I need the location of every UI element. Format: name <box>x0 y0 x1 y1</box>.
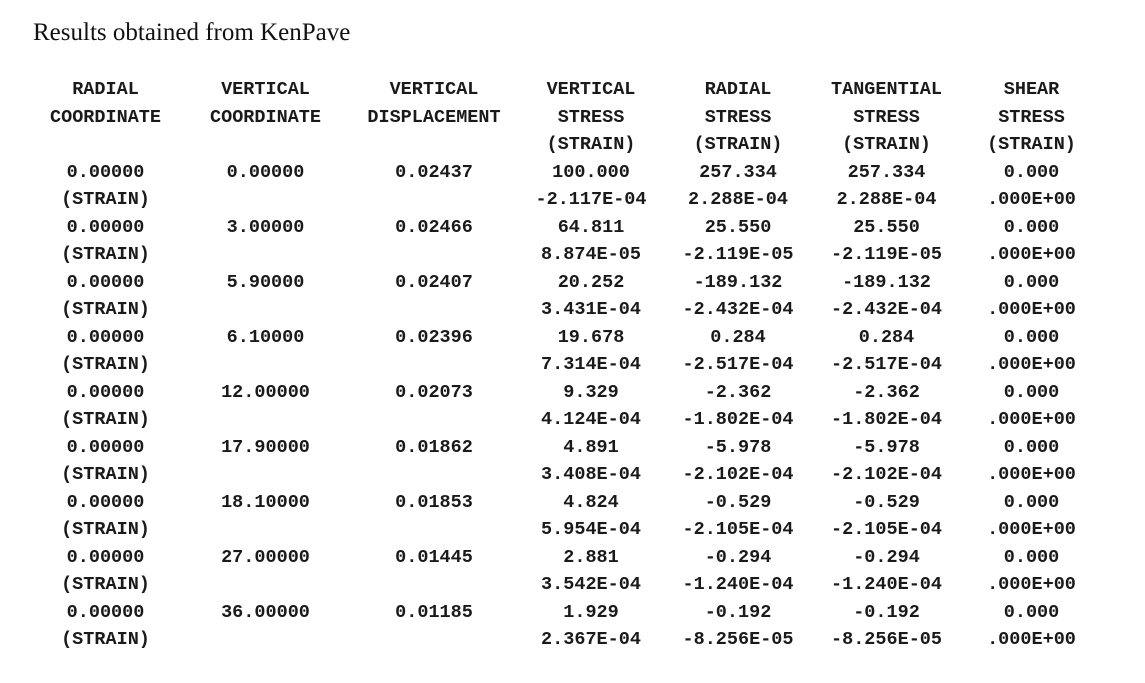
radial-strain-cell: -2.119E-05 <box>682 244 794 265</box>
tangential-stress-cell: -189.132 <box>842 271 931 293</box>
table-row <box>28 324 1104 352</box>
shear-stress-cell: 0.000 <box>1003 271 1060 293</box>
vertical-strain-cell: 3.408E-04 <box>541 464 641 485</box>
vertical-displacement-cell: 0.01862 <box>395 436 473 458</box>
table-row <box>28 434 1104 462</box>
table-row <box>28 214 1104 242</box>
empty-cell <box>183 516 348 544</box>
shear-strain-cell: .000E+00 <box>987 409 1076 430</box>
tangential-strain-cell: 2.288E-04 <box>836 189 937 210</box>
shear-stress-cell: 0.000 <box>1003 381 1060 403</box>
strain-label-cell: (STRAIN) <box>61 299 150 320</box>
tangential-strain-cell: -1.240E-04 <box>830 574 943 595</box>
vertical-stress-cell: 9.329 <box>563 381 619 403</box>
table-row <box>28 544 1104 572</box>
column-header-radial-coordinate <box>28 131 183 159</box>
vertical-displacement-cell: 0.01185 <box>395 601 473 623</box>
strain-row <box>28 241 1104 269</box>
vertical-strain-cell: 7.314E-04 <box>541 354 641 375</box>
column-header-vertical-stress: VERTICAL <box>546 79 636 100</box>
vertical-displacement-cell: 0.02073 <box>395 381 473 403</box>
column-header-radial-stress: STRESS <box>704 106 772 128</box>
column-header-tangential-stress: TANGENTIAL <box>830 79 943 100</box>
strain-row <box>28 406 1104 434</box>
empty-cell <box>183 351 348 379</box>
strain-label-cell: (STRAIN) <box>61 189 150 210</box>
header-row <box>28 104 1104 132</box>
tangential-stress-cell: 0.284 <box>858 326 915 348</box>
vertical-strain-cell: 8.874E-05 <box>541 244 641 265</box>
radial-strain-cell: -1.240E-04 <box>682 574 794 595</box>
tangential-stress-cell: -0.529 <box>853 491 920 513</box>
page-title: Results obtained from KenPave <box>33 19 351 46</box>
header-row <box>28 131 1104 159</box>
column-header-shear-stress: STRESS <box>998 106 1065 128</box>
column-header-radial-coordinate: COORDINATE <box>49 106 162 128</box>
empty-cell <box>183 296 348 324</box>
vertical-strain-cell: 3.542E-04 <box>541 574 641 595</box>
tangential-stress-cell: 25.550 <box>853 216 920 238</box>
strain-row <box>28 186 1104 214</box>
vertical-displacement-cell: 0.01445 <box>395 546 473 568</box>
vertical-coordinate-cell: 3.00000 <box>226 216 305 238</box>
radial-coordinate-cell: 0.00000 <box>66 271 145 293</box>
empty-cell <box>183 626 348 654</box>
shear-strain-cell: .000E+00 <box>987 189 1076 210</box>
strain-label-cell: (STRAIN) <box>61 244 150 265</box>
radial-coordinate-cell: 0.00000 <box>66 601 145 623</box>
vertical-strain-cell: 3.431E-04 <box>541 299 641 320</box>
vertical-coordinate-cell: 6.10000 <box>226 326 305 348</box>
vertical-coordinate-cell: 5.90000 <box>226 271 305 293</box>
tangential-strain-cell: -8.256E-05 <box>830 629 943 650</box>
vertical-coordinate-cell: 27.00000 <box>221 546 310 568</box>
radial-coordinate-cell: 0.00000 <box>66 491 145 513</box>
column-header-vertical-coordinate <box>183 131 348 159</box>
radial-stress-cell: -0.294 <box>704 546 772 568</box>
vertical-stress-cell: 100.000 <box>552 161 630 183</box>
tangential-stress-cell: -2.362 <box>853 381 920 403</box>
tangential-strain-cell: -2.119E-05 <box>830 244 943 265</box>
tangential-strain-cell: -2.105E-04 <box>830 519 943 540</box>
strain-row <box>28 516 1104 544</box>
table-row <box>28 489 1104 517</box>
vertical-stress-cell: 19.678 <box>557 326 625 348</box>
strain-row <box>28 626 1104 654</box>
radial-stress-cell: -189.132 <box>693 271 783 293</box>
empty-cell <box>183 241 348 269</box>
tangential-stress-cell: -5.978 <box>853 436 920 458</box>
vertical-stress-cell: 2.881 <box>563 546 619 568</box>
vertical-displacement-cell: 0.01853 <box>395 491 473 513</box>
column-header-vertical-displacement: VERTICAL <box>389 79 479 100</box>
radial-coordinate-cell: 0.00000 <box>66 381 145 403</box>
table-row <box>28 159 1104 187</box>
empty-cell <box>348 571 520 599</box>
tangential-strain-cell: -1.802E-04 <box>830 409 943 430</box>
radial-strain-cell: -2.517E-04 <box>682 354 794 375</box>
strain-label-cell: (STRAIN) <box>61 519 150 540</box>
empty-cell <box>183 571 348 599</box>
radial-coordinate-cell: 0.00000 <box>66 436 145 458</box>
radial-stress-cell: 25.550 <box>704 216 772 238</box>
table-row <box>28 599 1104 627</box>
radial-strain-cell: -8.256E-05 <box>682 629 794 650</box>
empty-cell <box>348 186 520 214</box>
vertical-strain-cell: 5.954E-04 <box>541 519 641 540</box>
radial-stress-cell: -0.192 <box>704 601 772 623</box>
shear-stress-cell: 0.000 <box>1003 546 1060 568</box>
tangential-strain-cell: -2.517E-04 <box>830 354 943 375</box>
table-body <box>28 159 1104 654</box>
radial-stress-cell: 257.334 <box>699 161 777 183</box>
empty-cell <box>348 241 520 269</box>
shear-stress-cell: 0.000 <box>1003 326 1060 348</box>
strain-label-cell: (STRAIN) <box>61 574 150 595</box>
strain-row <box>28 571 1104 599</box>
radial-stress-cell: -2.362 <box>704 381 772 403</box>
table-header <box>28 76 1104 159</box>
header-row <box>28 76 1104 104</box>
vertical-displacement-cell: 0.02396 <box>395 326 473 348</box>
vertical-stress-cell: 20.252 <box>557 271 625 293</box>
tangential-strain-cell: -2.432E-04 <box>830 299 943 320</box>
column-header-tangential-stress: (STRAIN) <box>842 134 931 155</box>
vertical-coordinate-cell: 36.00000 <box>221 601 310 623</box>
column-header-shear-stress: (STRAIN) <box>987 134 1076 155</box>
column-header-radial-coordinate: RADIAL <box>72 79 139 100</box>
radial-strain-cell: -2.102E-04 <box>682 464 794 485</box>
column-header-radial-stress: (STRAIN) <box>693 134 783 155</box>
tangential-stress-cell: -0.192 <box>853 601 920 623</box>
shear-strain-cell: .000E+00 <box>987 299 1076 320</box>
shear-strain-cell: .000E+00 <box>987 574 1076 595</box>
radial-coordinate-cell: 0.00000 <box>66 326 145 348</box>
vertical-stress-cell: 1.929 <box>563 601 619 623</box>
shear-strain-cell: .000E+00 <box>987 629 1076 650</box>
column-header-vertical-coordinate: COORDINATE <box>209 106 322 128</box>
column-header-tangential-stress: STRESS <box>853 106 920 128</box>
vertical-stress-cell: 4.824 <box>563 491 619 513</box>
column-header-vertical-stress: (STRAIN) <box>546 134 636 155</box>
empty-cell <box>348 351 520 379</box>
table-row <box>28 269 1104 297</box>
radial-stress-cell: -5.978 <box>704 436 772 458</box>
empty-cell <box>183 406 348 434</box>
strain-label-cell: (STRAIN) <box>61 464 150 485</box>
vertical-coordinate-cell: 12.00000 <box>221 381 310 403</box>
radial-strain-cell: 2.288E-04 <box>688 189 788 210</box>
radial-stress-cell: -0.529 <box>704 491 772 513</box>
shear-stress-cell: 0.000 <box>1003 161 1060 183</box>
column-header-vertical-displacement <box>348 131 520 159</box>
empty-cell <box>348 406 520 434</box>
vertical-coordinate-cell: 17.90000 <box>221 436 310 458</box>
table-row <box>28 379 1104 407</box>
vertical-strain-cell: -2.117E-04 <box>535 189 647 210</box>
empty-cell <box>348 461 520 489</box>
tangential-strain-cell: -2.102E-04 <box>830 464 943 485</box>
empty-cell <box>348 626 520 654</box>
shear-stress-cell: 0.000 <box>1003 601 1060 623</box>
radial-coordinate-cell: 0.00000 <box>66 216 145 238</box>
tangential-stress-cell: -0.294 <box>853 546 920 568</box>
vertical-strain-cell: 4.124E-04 <box>541 409 641 430</box>
shear-strain-cell: .000E+00 <box>987 519 1076 540</box>
shear-stress-cell: 0.000 <box>1003 436 1060 458</box>
column-header-vertical-displacement: DISPLACEMENT <box>367 106 501 128</box>
strain-row <box>28 296 1104 324</box>
empty-cell <box>348 296 520 324</box>
radial-stress-cell: 0.284 <box>710 326 766 348</box>
empty-cell <box>183 186 348 214</box>
shear-stress-cell: 0.000 <box>1003 216 1060 238</box>
column-header-shear-stress: SHEAR <box>1003 79 1060 100</box>
shear-strain-cell: .000E+00 <box>987 464 1076 485</box>
vertical-coordinate-cell: 18.10000 <box>221 491 310 513</box>
results-table <box>28 76 1104 654</box>
radial-coordinate-cell: 0.00000 <box>66 161 145 183</box>
strain-label-cell: (STRAIN) <box>61 354 150 375</box>
empty-cell <box>183 461 348 489</box>
vertical-displacement-cell: 0.02437 <box>395 161 473 183</box>
tangential-stress-cell: 257.334 <box>847 161 926 183</box>
column-header-vertical-stress: STRESS <box>557 106 625 128</box>
shear-strain-cell: .000E+00 <box>987 354 1076 375</box>
strain-label-cell: (STRAIN) <box>61 409 150 430</box>
shear-strain-cell: .000E+00 <box>987 244 1076 265</box>
radial-strain-cell: -1.802E-04 <box>682 409 794 430</box>
radial-coordinate-cell: 0.00000 <box>66 546 145 568</box>
strain-row <box>28 461 1104 489</box>
strain-row <box>28 351 1104 379</box>
vertical-stress-cell: 64.811 <box>557 216 625 238</box>
column-header-radial-stress: RADIAL <box>704 79 772 100</box>
vertical-displacement-cell: 0.02407 <box>395 271 473 293</box>
radial-strain-cell: -2.432E-04 <box>682 299 794 320</box>
radial-strain-cell: -2.105E-04 <box>682 519 794 540</box>
strain-label-cell: (STRAIN) <box>61 629 150 650</box>
vertical-stress-cell: 4.891 <box>563 436 619 458</box>
vertical-coordinate-cell: 0.00000 <box>226 161 305 183</box>
shear-stress-cell: 0.000 <box>1003 491 1060 513</box>
column-header-vertical-coordinate: VERTICAL <box>221 79 310 100</box>
vertical-displacement-cell: 0.02466 <box>395 216 473 238</box>
vertical-strain-cell: 2.367E-04 <box>541 629 641 650</box>
empty-cell <box>348 516 520 544</box>
